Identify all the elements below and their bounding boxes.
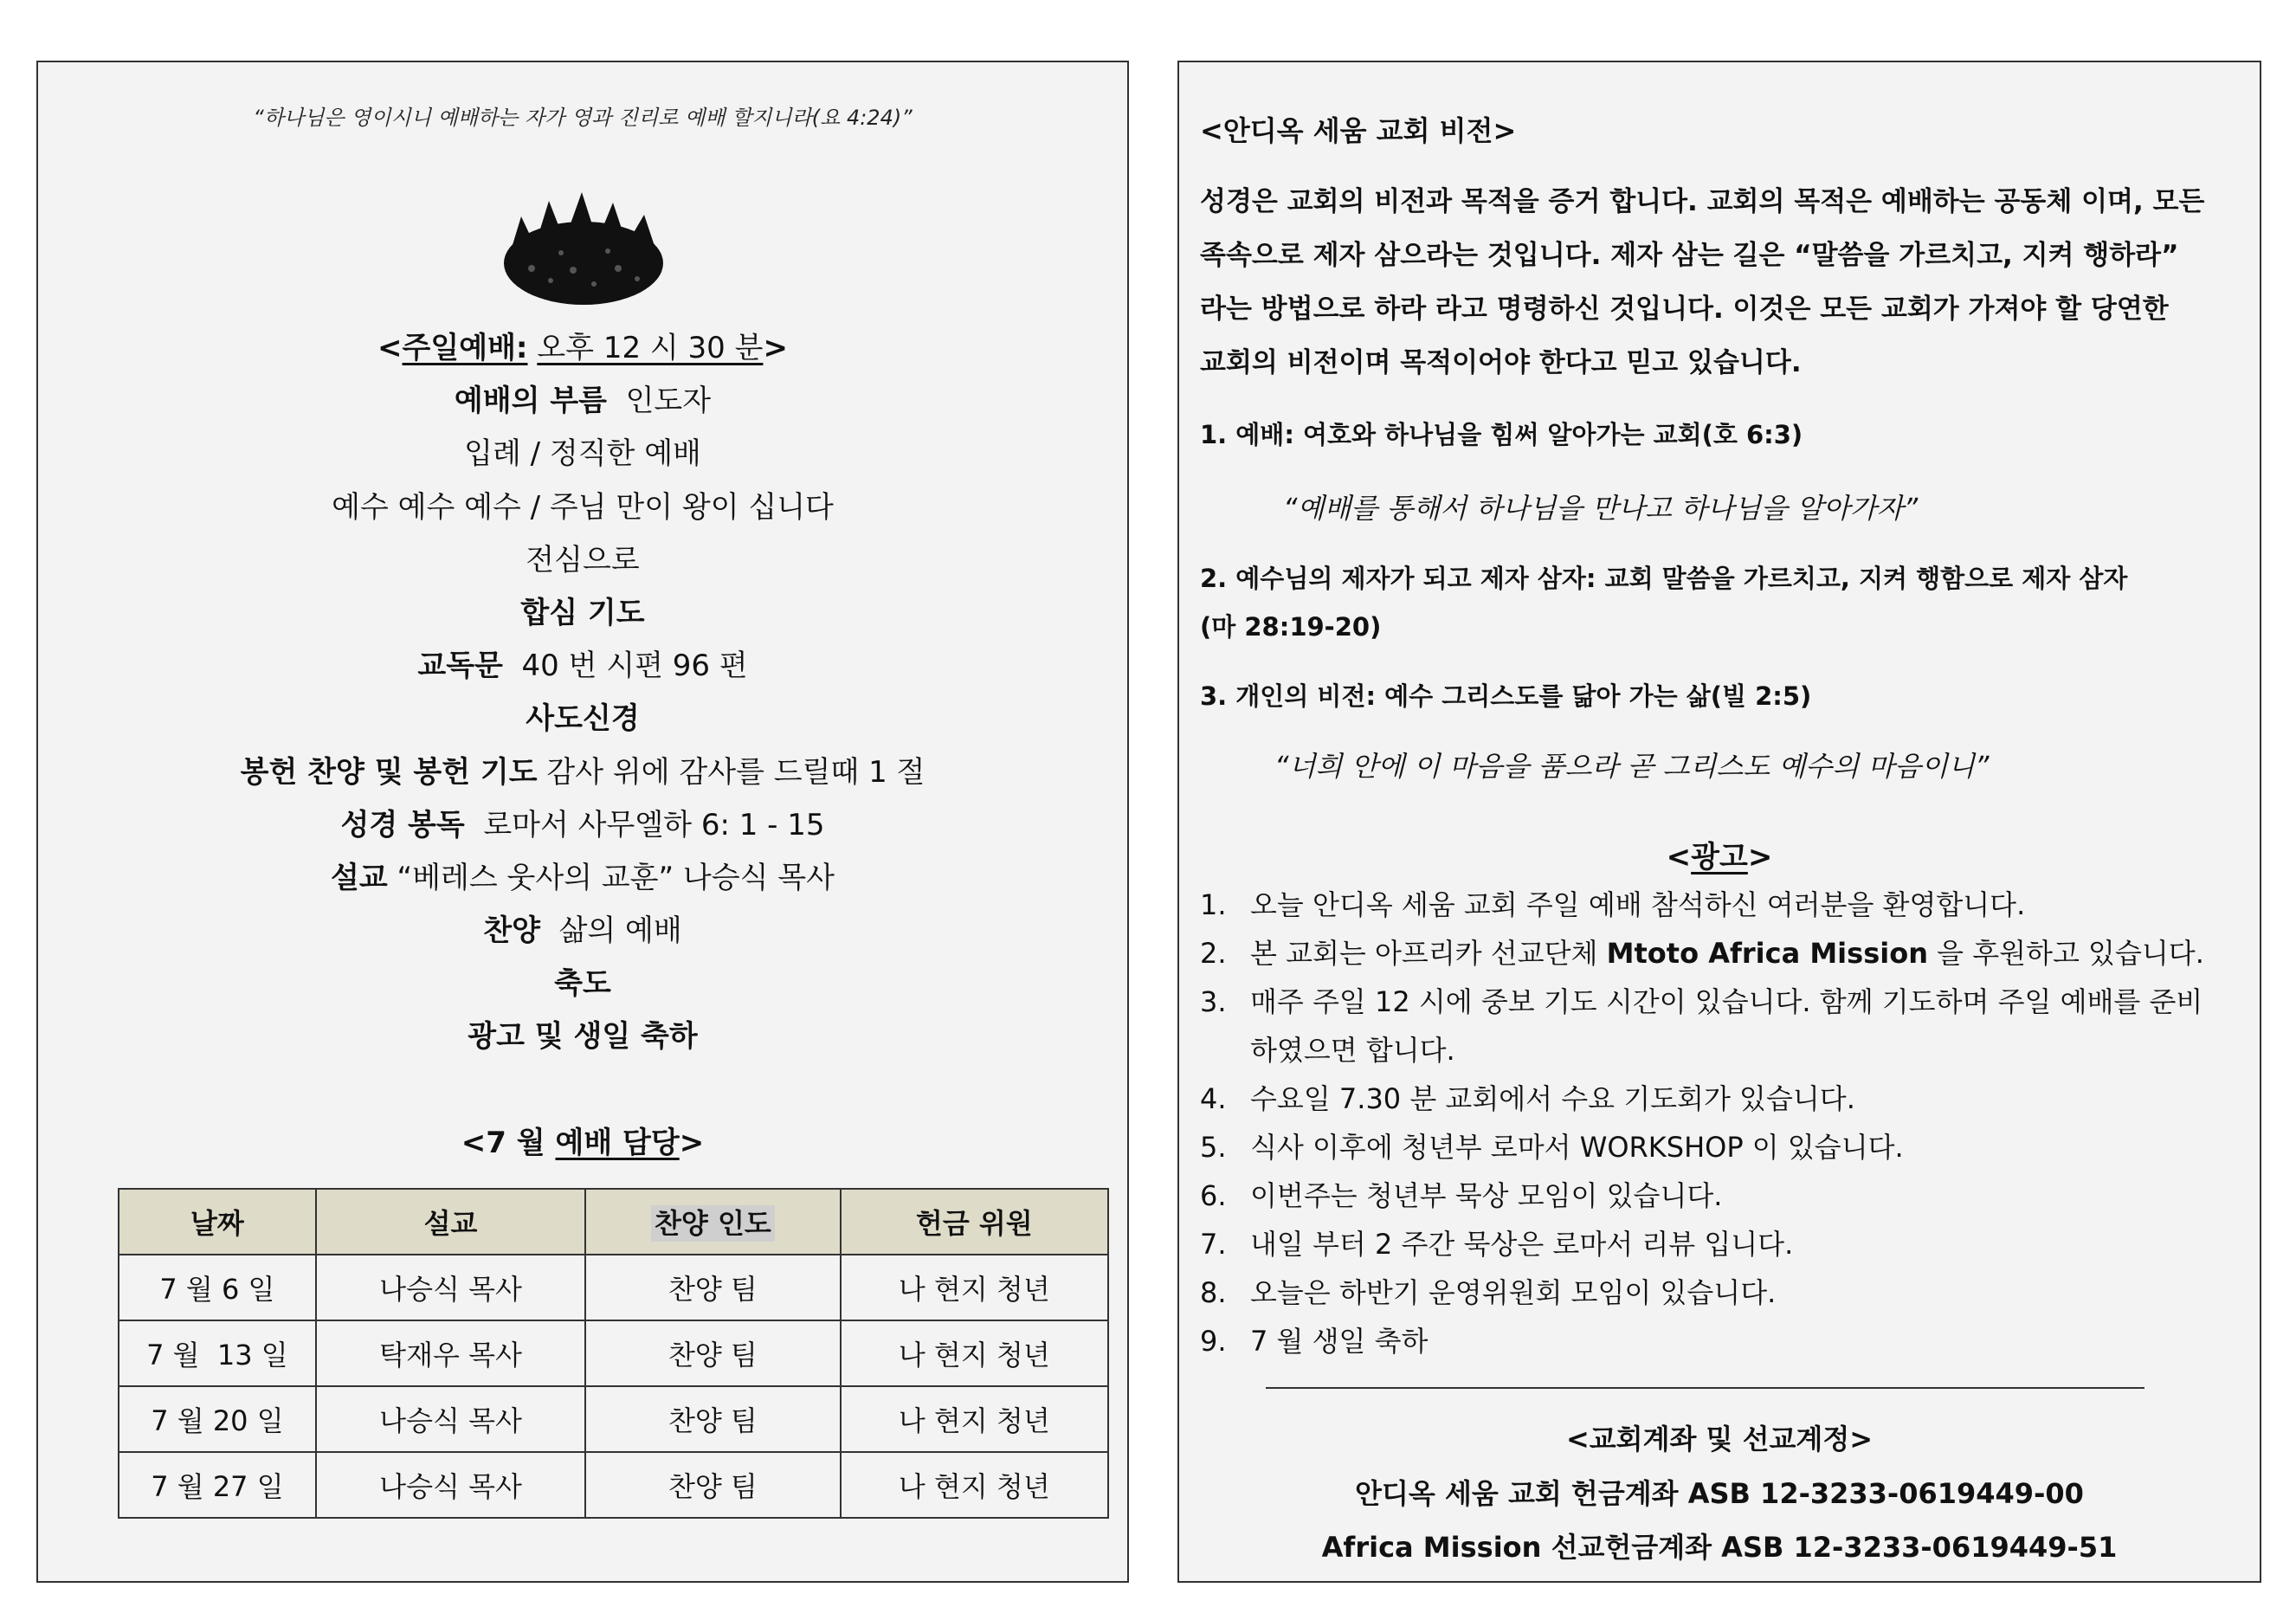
- church-account: 안디옥 세움 교회 헌금계좌 ASB 12-3233-0619449-00: [1355, 1477, 2084, 1510]
- table-cell: 나승식 목사: [316, 1386, 585, 1452]
- order-item: 예수 예수 예수 / 주님 만이 왕이 십니다: [332, 489, 834, 525]
- vision-point-2: 2. 예수님의 제자가 되고 제자 삼자: 교회 말씀을 가르치고, 지켜 행함으로 제자 삼자: [1200, 564, 2128, 593]
- crown-of-thorns-icon: [497, 166, 670, 339]
- order-item: 성경 봉독 로마서 사무엘하 6: 1 - 15: [340, 807, 825, 842]
- announcements-list: [1200, 881, 2239, 1365]
- column-header: 헌금 위원: [841, 1189, 1108, 1255]
- order-item: 입례 / 정직한 예배: [464, 436, 701, 472]
- rota-title: <7 월 예배 담당>: [461, 1126, 705, 1160]
- right-page: [1177, 61, 2261, 1583]
- table-cell: 찬양 팀: [585, 1452, 840, 1518]
- table-row: [119, 1386, 1108, 1452]
- table-cell: 나 현지 청년: [841, 1255, 1108, 1320]
- order-item: 봉헌 찬양 및 봉헌 기도 감사 위에 감사를 드릴때 1 절: [240, 754, 925, 790]
- list-item: 7. 내일 부터 2 주간 묵상은 로마서 리뷰 입니다.: [1200, 1228, 1794, 1261]
- column-header: 찬양 인도: [585, 1189, 840, 1255]
- vision-point-3: 3. 개인의 비전: 예수 그리스도를 닮아 가는 삶(빌 2:5): [1200, 681, 1812, 711]
- order-item: 교독문 40 번 시편 96 편: [417, 649, 748, 684]
- table-row: [119, 1452, 1108, 1518]
- vision-point-2-ref: (마 28:19-20): [1200, 612, 1382, 642]
- order-item: 광고 및 생일 축하: [468, 1019, 698, 1055]
- table-cell: 7 월 13 일: [119, 1320, 316, 1386]
- table-cell: 나승식 목사: [316, 1255, 585, 1320]
- vision-quote-3: “너희 안에 이 마음을 품으라 곧 그리스도 예수의 마음이니”: [1274, 750, 1990, 783]
- table-header-row: [119, 1189, 1108, 1255]
- rota-table: [118, 1188, 1109, 1519]
- order-of-service: [38, 322, 1127, 1064]
- table-cell: 찬양 팀: [585, 1255, 840, 1320]
- mission-account: Africa Mission 선교헌금계좌 ASB 12-3233-0619449-51: [1321, 1531, 2118, 1564]
- list-item: 3. 매주 주일 12 시에 중보 기도 시간이 있습니다. 함께 기도하며 주일 예배를 준비 하였으면 합니다.: [1200, 985, 2203, 1067]
- list-item: 4. 수요일 7.30 분 교회에서 수요 기도회가 있습니다.: [1200, 1082, 1855, 1115]
- vision-title: <안디옥 세움 교회 비전>: [1200, 114, 1517, 147]
- list-item: 9. 7 월 생일 축하: [1200, 1325, 1429, 1358]
- order-item: 설교 “베레스 웃사의 교훈” 나승식 목사: [331, 860, 835, 895]
- list-item: 1. 오늘 안디옥 세움 교회 주일 예배 참석하신 여러분을 환영합니다.: [1200, 888, 2026, 921]
- table-cell: 7 월 6 일: [119, 1255, 316, 1320]
- table-cell: 찬양 팀: [585, 1386, 840, 1452]
- table-row: [119, 1255, 1108, 1320]
- table-cell: 나 현지 청년: [841, 1452, 1108, 1518]
- table-cell: 나승식 목사: [316, 1452, 585, 1518]
- list-item: 8. 오늘은 하반기 운영위원회 모임이 있습니다.: [1200, 1276, 1777, 1309]
- table-cell: 7 월 20 일: [119, 1386, 316, 1452]
- order-item: 전심으로: [526, 542, 640, 578]
- column-header: 날짜: [119, 1189, 316, 1255]
- column-header: 설교: [316, 1189, 585, 1255]
- table-cell: 찬양 팀: [585, 1320, 840, 1386]
- vision-quote-1: “예배를 통해서 하나님을 만나고 하나님을 알아가자”: [1283, 492, 1919, 525]
- table-cell: 나 현지 청년: [841, 1320, 1108, 1386]
- vision-point-1: 1. 예배: 여호와 하나님을 힘써 알아가는 교회(호 6:3): [1200, 420, 1803, 449]
- order-item: 예배의 부름 인도자: [454, 384, 712, 419]
- table-cell: 나 현지 청년: [841, 1386, 1108, 1452]
- order-item: 합심 기도: [520, 595, 645, 630]
- announcements-title: <광고>: [1666, 840, 1773, 874]
- table-row: [119, 1320, 1108, 1386]
- accounts-title: <교회계좌 및 선교계정>: [1565, 1423, 1874, 1455]
- table-cell: 7 월 27 일: [119, 1452, 316, 1518]
- service-time: <주일예배: 오후 12 시 30 분>: [377, 331, 788, 365]
- divider: [1266, 1387, 2144, 1389]
- table-cell: 탁재우 목사: [316, 1320, 585, 1386]
- epigraph: “하나님은 영이시니 예배하는 자가 영과 진리로 예배 할지니라(요 4:24)”: [253, 106, 913, 130]
- list-item: 2. 본 교회는 아프리카 선교단체 Mtoto Africa Mission 을 후원하고 있습니다.: [1200, 937, 2204, 970]
- list-item: 6. 이번주는 청년부 묵상 모임이 있습니다.: [1200, 1179, 1723, 1212]
- order-item: 축도: [554, 966, 611, 1002]
- left-page: [36, 61, 1129, 1583]
- list-item: 5. 식사 이후에 청년부 로마서 WORKSHOP 이 있습니다.: [1200, 1131, 1904, 1164]
- vision-paragraph: 성경은 교회의 비전과 목적을 증거 합니다. 교회의 목적은 예배하는 공동체 이며, 모든 족속으로 제자 삼으라는 것입니다. 제자 삼는 길은 “말씀을 가르치고, 지켜 행하라” 라는 방법으로 하라 라고 명령하신 것입니다. 이것은 모든 교회가 가져야 할 당연한 교회의 비전이며 목적이어야 한다고 믿고 있습니다.: [1200, 186, 2205, 378]
- order-item: 찬양 삶의 예배: [483, 913, 682, 949]
- order-item: 사도신경: [526, 701, 640, 737]
